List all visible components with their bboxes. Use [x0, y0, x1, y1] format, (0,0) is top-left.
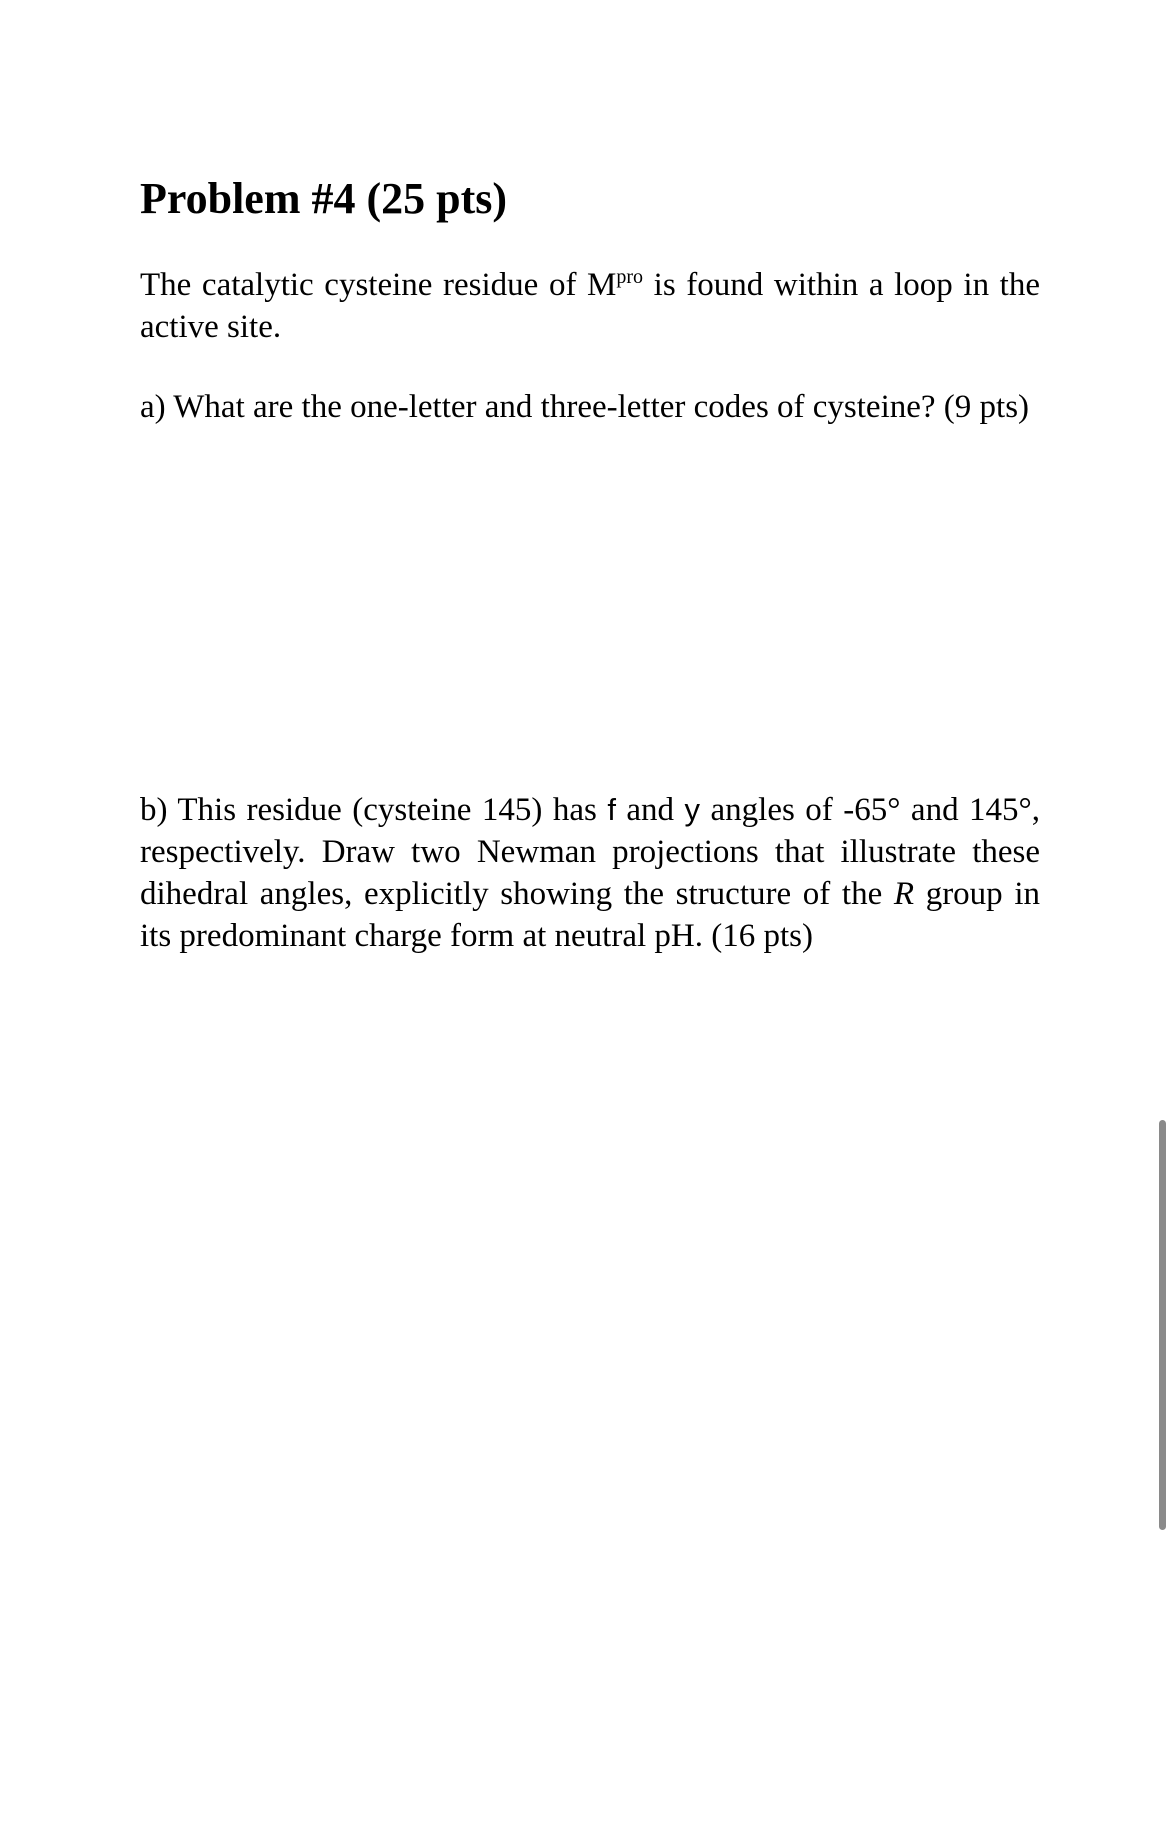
question-a: a) What are the one-letter and three-letter codes of cysteine? (9 pts)	[140, 389, 1030, 425]
vertical-scrollbar[interactable]	[1159, 1120, 1166, 1530]
question-b-part2: and	[615, 792, 685, 828]
mpro-superscript: pro	[616, 266, 644, 288]
intro-text-after: is found within a loop in the active site.	[140, 267, 1041, 345]
problem-title: Problem #4 (25 pts)	[140, 174, 508, 223]
intro-text-before: The catalytic cysteine residue of M	[140, 267, 617, 303]
question-b	[140, 789, 1040, 957]
question-b-part4: group in its predominant charge form at neutral pH. (16 pts)	[140, 876, 1040, 954]
question-b-part1: b) This residue (cysteine 145) has	[140, 792, 608, 828]
question-b-part3: angles of -65° and 145°, respectively. Draw two Newman projections that illustrate these dihedral angles, explicitly showing the structure of the	[140, 792, 1041, 912]
phi-symbol: f	[607, 792, 616, 827]
psi-symbol: y	[684, 792, 701, 827]
r-group-italic: R	[893, 876, 915, 912]
intro-paragraph	[140, 264, 1040, 348]
